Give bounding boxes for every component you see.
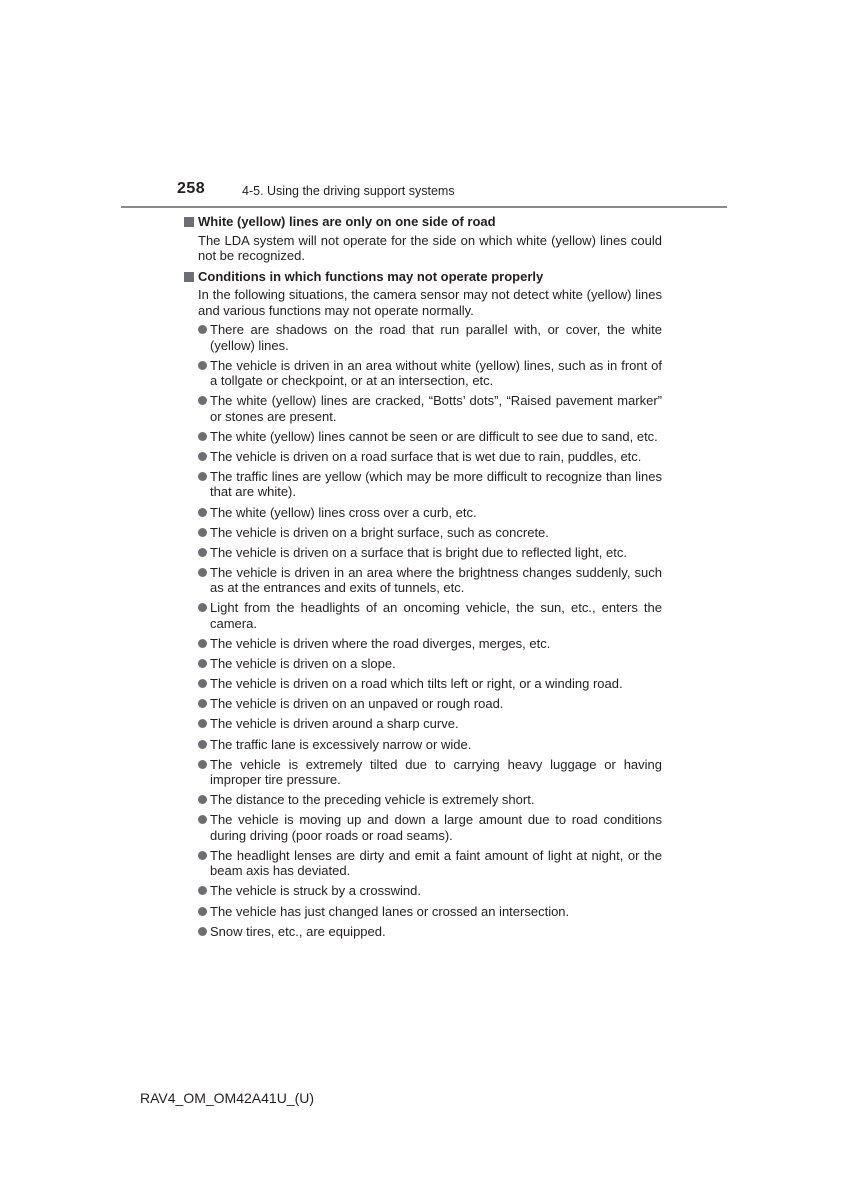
conditions-list <box>198 322 662 939</box>
list-item <box>198 545 662 561</box>
circle-bullet-icon <box>198 719 207 728</box>
circle-bullet-icon <box>198 760 207 769</box>
circle-bullet-icon <box>198 452 207 461</box>
list-item-text: The vehicle is moving up and down a large amount due to road conditions during driving (poor roads or road seams). <box>210 812 662 843</box>
circle-bullet-icon <box>198 432 207 441</box>
list-item-text: The white (yellow) lines are cracked, “Botts’ dots”, “Raised pavement marker” or stones are present. <box>210 393 662 424</box>
list-item-text: The vehicle is driven where the road diverges, merges, etc. <box>210 636 551 652</box>
list-item <box>198 883 662 899</box>
section-paragraph: The LDA system will not operate for the side on which white (yellow) lines could not be recognized. <box>198 232 662 263</box>
section-heading-conditions <box>184 269 662 285</box>
list-item <box>198 848 662 879</box>
list-item-text: The headlight lenses are dirty and emit a faint amount of light at night, or the beam axis has deviated. <box>210 847 662 879</box>
list-item <box>198 716 662 732</box>
square-bullet-icon <box>184 272 194 282</box>
list-item <box>198 322 662 353</box>
list-item-text: The vehicle has just changed lanes or crossed an intersection. <box>210 903 570 919</box>
list-item <box>198 358 662 389</box>
list-item <box>198 505 662 521</box>
circle-bullet-icon <box>198 699 207 708</box>
list-item <box>198 676 662 692</box>
circle-bullet-icon <box>198 472 207 481</box>
circle-bullet-icon <box>198 396 207 405</box>
list-item-text: The traffic lane is excessively narrow or wide. <box>210 736 472 752</box>
list-item <box>198 737 662 753</box>
page-number: 258 <box>177 180 206 197</box>
list-item <box>198 469 662 500</box>
list-item-text: The vehicle is extremely tilted due to carrying heavy luggage or having improper tire pressure. <box>210 756 662 788</box>
circle-bullet-icon <box>198 851 207 860</box>
list-item <box>198 656 662 672</box>
list-item <box>198 525 662 541</box>
circle-bullet-icon <box>198 659 207 668</box>
list-item-text: There are shadows on the road that run parallel with, or cover, the white (yellow) lines. <box>210 322 662 353</box>
list-item <box>198 636 662 652</box>
circle-bullet-icon <box>198 639 207 648</box>
section-title: 4-5. Using the driving support systems <box>242 184 455 198</box>
list-item <box>198 429 662 445</box>
list-item-text: The traffic lines are yellow (which may be more difficult to recognize than lines that are white). <box>210 468 662 500</box>
circle-bullet-icon <box>198 603 207 612</box>
list-item <box>198 393 662 424</box>
circle-bullet-icon <box>198 325 207 334</box>
list-item-text: Light from the headlights of an oncoming vehicle, the sun, etc., enters the camera. <box>210 600 662 631</box>
page-content <box>184 214 662 944</box>
list-item-text: The vehicle is driven on a bright surface, such as concrete. <box>210 524 549 540</box>
circle-bullet-icon <box>198 508 207 517</box>
header-divider <box>121 206 727 208</box>
list-item <box>198 757 662 788</box>
list-item-text: The vehicle is driven on an unpaved or rough road. <box>210 696 504 712</box>
list-item-text: The vehicle is driven in an area where the brightness changes suddenly, such as at the entrances and exits of tunnels, etc. <box>210 564 662 596</box>
list-item <box>198 792 662 808</box>
list-item-text: The vehicle is struck by a crosswind. <box>210 883 421 899</box>
list-item <box>198 696 662 712</box>
list-item-text: The vehicle is driven on a road surface that is wet due to rain, puddles, etc. <box>210 448 642 464</box>
list-item-text: The vehicle is driven on a surface that is bright due to reflected light, etc. <box>210 544 627 560</box>
list-item-text: The vehicle is driven around a sharp curve. <box>210 716 459 732</box>
list-item-text: The white (yellow) lines cross over a curb, etc. <box>210 504 477 520</box>
list-item <box>198 924 662 940</box>
circle-bullet-icon <box>198 740 207 749</box>
section-intro-paragraph: In the following situations, the camera sensor may not detect white (yellow) lines and various functions may not operate normally. <box>198 287 662 318</box>
circle-bullet-icon <box>198 679 207 688</box>
list-item-text: The vehicle is driven on a slope. <box>210 656 396 672</box>
circle-bullet-icon <box>198 361 207 370</box>
list-item-text: The distance to the preceding vehicle is extremely short. <box>210 792 535 808</box>
list-item <box>198 600 662 631</box>
list-item <box>198 812 662 843</box>
circle-bullet-icon <box>198 886 207 895</box>
circle-bullet-icon <box>198 795 207 804</box>
list-item <box>198 904 662 920</box>
section-heading-text: Conditions in which functions may not operate properly <box>198 268 544 284</box>
circle-bullet-icon <box>198 815 207 824</box>
square-bullet-icon <box>184 217 194 227</box>
circle-bullet-icon <box>198 568 207 577</box>
circle-bullet-icon <box>198 907 207 916</box>
list-item-text: Snow tires, etc., are equipped. <box>210 923 386 939</box>
section-heading-text: White (yellow) lines are only on one side of road <box>198 214 496 229</box>
circle-bullet-icon <box>198 528 207 537</box>
list-item <box>198 449 662 465</box>
circle-bullet-icon <box>198 548 207 557</box>
list-item <box>198 565 662 596</box>
section-heading-one-side-lines <box>184 214 662 230</box>
list-item-text: The white (yellow) lines cannot be seen or are difficult to see due to sand, etc. <box>210 428 658 444</box>
circle-bullet-icon <box>198 927 207 936</box>
list-item-text: The vehicle is driven in an area without white (yellow) lines, such as in front of a tollgate or checkpoint, or at an intersection, etc. <box>210 357 662 389</box>
list-item-text: The vehicle is driven on a road which tilts left or right, or a winding road. <box>210 676 623 692</box>
footer-code: RAV4_OM_OM42A41U_(U) <box>140 1090 315 1106</box>
